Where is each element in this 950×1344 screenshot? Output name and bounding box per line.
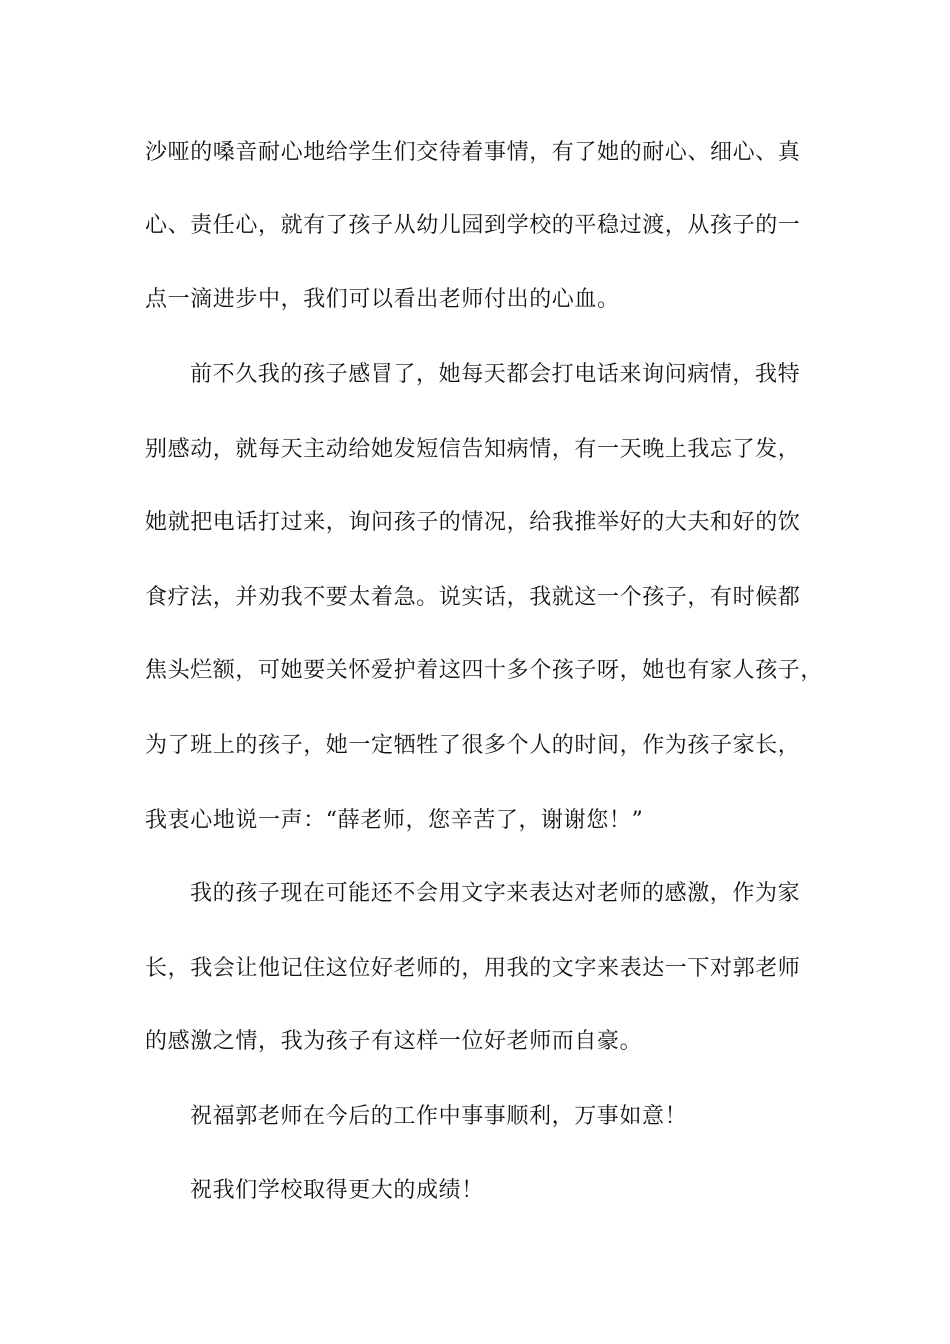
paragraph-line: 她就把电话打过来，询问孩子的情况，给我推举好的大夫和好的饮 bbox=[145, 510, 801, 535]
paragraph-line: 的感激之情，我为孩子有这样一位好老师而自豪。 bbox=[145, 1029, 643, 1054]
paragraph-line: 别感动，就每天主动给她发短信告知病情，有一天晚上我忘了发， bbox=[145, 437, 801, 462]
paragraph-line: 为了班上的孩子，她一定牺牲了很多个人的时间，作为孩子家长， bbox=[145, 733, 801, 758]
paragraph-line: 焦头烂额，可她要关怀爱护着这四十多个孩子呀，她也有家人孩子， bbox=[145, 658, 824, 683]
paragraph-line: 食疗法，并劝我不要太着急。说实话，我就这一个孩子，有时候都 bbox=[145, 585, 801, 610]
paragraph-line: 点一滴进步中，我们可以看出老师付出的心血。 bbox=[145, 287, 620, 312]
paragraph-line: 沙哑的嗓音耐心地给学生们交待着事情，有了她的耐心、细心、真 bbox=[145, 140, 801, 165]
paragraph-line: 长，我会让他记住这位好老师的，用我的文字来表达一下对郭老师 bbox=[145, 956, 801, 981]
paragraph-line: 我的孩子现在可能还不会用文字来表达对老师的感激，作为家 bbox=[190, 881, 801, 906]
paragraph-line: 我衷心地说一声：“薛老师，您辛苦了，谢谢您！” bbox=[145, 808, 644, 833]
paragraph-line: 前不久我的孩子感冒了，她每天都会打电话来询问病情，我特 bbox=[190, 362, 801, 387]
blessing-line: 祝福郭老师在今后的工作中事事顺利，万事如意！ bbox=[190, 1104, 688, 1129]
blessing-line: 祝我们学校取得更大的成绩！ bbox=[190, 1178, 484, 1203]
paragraph-line: 心、责任心，就有了孩子从幼儿园到学校的平稳过渡，从孩子的一 bbox=[145, 213, 801, 238]
